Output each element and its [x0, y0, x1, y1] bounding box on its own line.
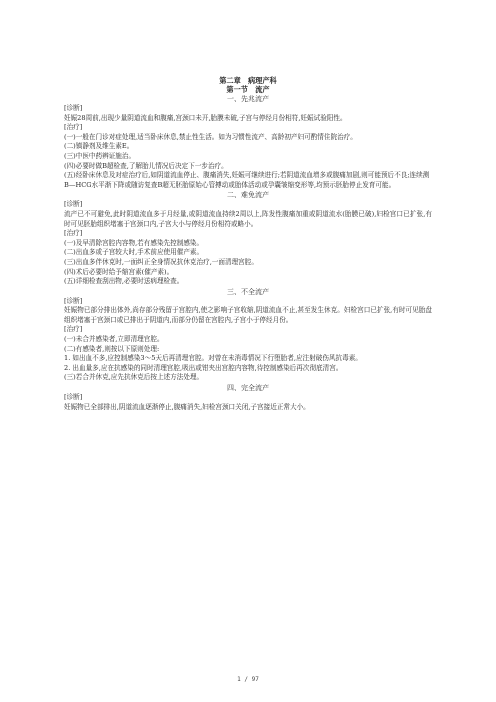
document-page	[64, 76, 432, 412]
body-paragraph: 妊娠28周前,出现少量阴道流血和腹痛,宫颈口未开,胎膜未破,子宫与停经月份相符,妊娠试验阳性。	[64, 113, 347, 122]
body-paragraph: 流产已不可避免,此时阴道流血多于月经量,或阴道流血持续2周以上,阵发性腹痛加重或阴道流水(胎膜已破),妇检宫口已扩张,有时可见胚胎组织堵塞于宫颈口内,子宫大小与停经月份相符或略小。	[64, 209, 432, 228]
body-paragraph: (三)出血多伴休克时,一面纠正全身情况抗休克治疗,一面清理宫腔。	[64, 257, 258, 266]
section-title: 第一节 流产	[226, 85, 270, 94]
block-tag: [诊断]	[64, 393, 83, 402]
block-tag: [治疗]	[64, 325, 83, 334]
block-tag: [诊断]	[64, 296, 83, 305]
body-paragraph: B—HCG水平渐下降或随访复查B超无胚胎原始心管搏动或胎体活动或孕囊皱缩变形等,均预示胚胎停止发育可能。	[64, 180, 396, 189]
block-tag: [诊断]	[64, 104, 83, 112]
body-paragraph: (四)必要时做B超检查,了解胎儿情况后决定下一步治疗。	[64, 161, 228, 170]
subsection-heading: 二、难免流产	[227, 191, 269, 200]
body-paragraph: 1. 如出血不多,应控制感染3～5天后再清理官腔。对曾在未消毒情况下行堕胎者,应注射破伤风抗毒素。	[64, 354, 362, 363]
body-paragraph: (一)及早清除宫腔内容物,若有感染先控制感染。	[64, 238, 204, 247]
body-paragraph: (三)中医中药辨证施治。	[64, 151, 136, 160]
document-body	[64, 94, 432, 412]
body-paragraph: (二)镇静剂及维生素E。	[64, 142, 134, 151]
subsection-heading: 三、不全流产	[227, 287, 269, 296]
body-paragraph: (五)经卧床休息及对症治疗后,如阴道流血停止、腹痛消失,妊娠可继续进行;若阴道流血增多或腹痛加剧,则可能预后不良;连续测	[64, 171, 430, 180]
page-number: 1 / 97	[237, 676, 259, 683]
body-paragraph: (二)有感染者,则按以下原则处理:	[64, 344, 160, 353]
body-paragraph: (一)一般在门诊对症处理,适当卧床休息,禁止性生活。如为习惯性流产、高龄初产妇可酌情住院治疗。	[64, 132, 357, 141]
body-paragraph: (四)术后必要时给予缩宫素(催产素)。	[64, 267, 174, 276]
body-paragraph: (二)出血多或子宫较大时,手术前应使用催产素。	[64, 248, 204, 257]
block-tag: [治疗]	[64, 123, 83, 132]
body-paragraph: 2. 出血量多,应在抗感染的同时清理宫腔,吸出或钳夹出宫腔内容物,待控制感染后再次彻底清宫。	[64, 363, 343, 372]
body-paragraph: 妊娠物已部分排出体外,尚存部分残留于宫腔内,使之影响子宫收缩,阴道流血不止,甚至发生休克。妇检宫口已扩张,有时可见胎盘组织堵塞于宫颈口或已排出于阴道内,而部分仍留在宫腔内,子宫小于停经月份。	[64, 306, 432, 324]
body-paragraph: (一)未合并感染者,立即清理官腔。	[64, 335, 164, 344]
block-tag: [诊断]	[64, 200, 83, 209]
subsection-heading: 一、先兆流产	[227, 95, 269, 103]
subsection-heading: 四、完全流产	[227, 384, 269, 393]
body-paragraph: (五)详细检查刮出物,必要时送病理检查。	[64, 277, 184, 286]
block-tag: [治疗]	[64, 229, 83, 238]
chapter-title: 第二章 病理产科	[219, 76, 277, 85]
body-paragraph: (三)若合并休克,应先抗休克后按上述方法处理。	[64, 373, 204, 382]
body-paragraph: 妊娠物已全部排出,阴道流血逐渐停止,腹痛消失,妇检宫颈口关闭,子宫接近正常大小。	[64, 402, 310, 411]
